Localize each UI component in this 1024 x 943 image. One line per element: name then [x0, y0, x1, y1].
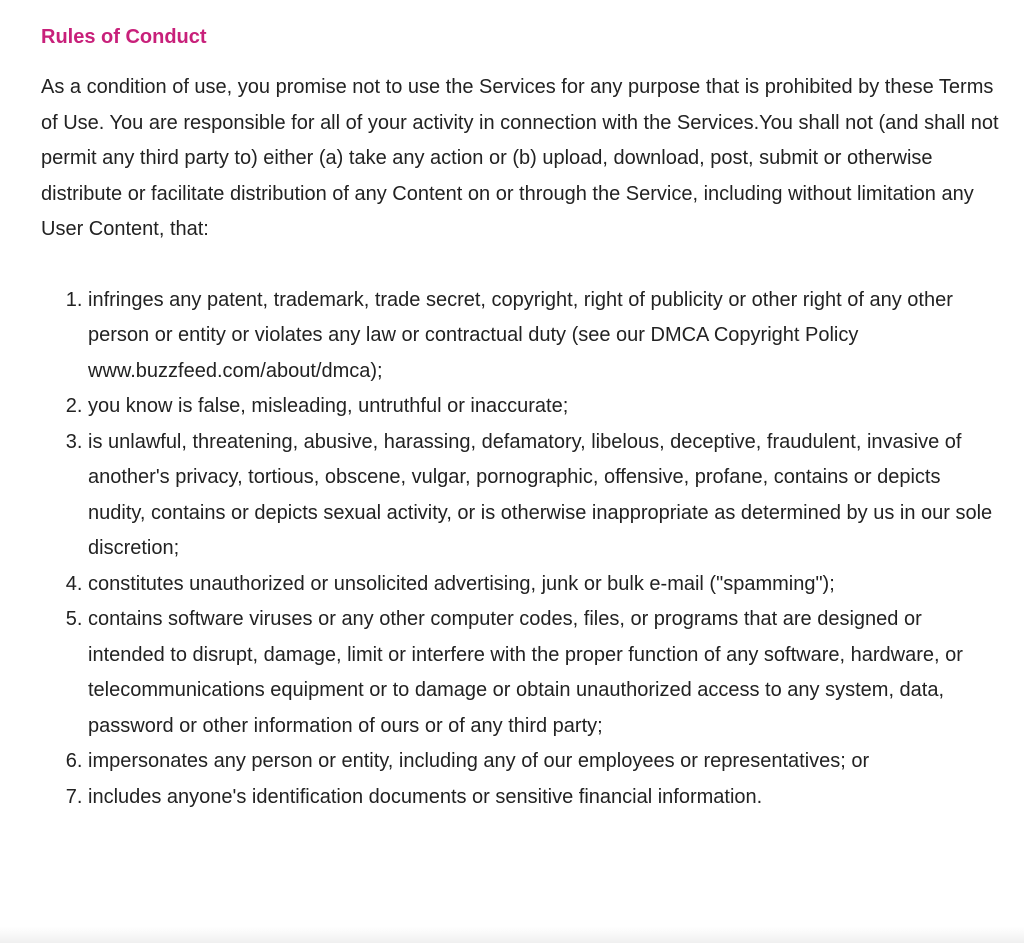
- rules-of-conduct-section: [41, 22, 1001, 815]
- list-item: 7. includes anyone's identification documents or sensitive financial information.: [88, 780, 1001, 816]
- intro-paragraph: As a condition of use, you promise not to use the Services for any purpose that is prohibited by these Terms of Use. You are responsible for all of your activity in connection with the Services.You shall not (and shall not permit any third party to) either (a) take any action or (b) upload, download, post, submit or otherwise distribute or facilitate distribution of any Content on or through the Service, including without limitation any User Content, that:: [41, 76, 999, 240]
- bottom-fade-divider: [0, 927, 1024, 943]
- list-item: 5. contains software viruses or any other computer codes, files, or programs that are designed or intended to disrupt, damage, limit or interfere with the proper function of any software, hardware, or telecommunications equipment or to damage or obtain unauthorized access to any system, data, password or other information of ours or of any third party;: [88, 602, 1001, 744]
- list-item: 4. constitutes unauthorized or unsolicited advertising, junk or bulk e-mail ("spamming");: [88, 567, 1001, 603]
- list-item: 6. impersonates any person or entity, including any of our employees or representatives; or: [88, 744, 1001, 780]
- section-title: Rules of Conduct: [41, 26, 207, 48]
- list-item: 2. you know is false, misleading, untruthful or inaccurate;: [88, 389, 1001, 425]
- rules-list: [41, 283, 1001, 816]
- list-item: 1. infringes any patent, trademark, trade secret, copyright, right of publicity or other right of any other person or entity or violates any law or contractual duty (see our DMCA Copyright Policy www.buzzfeed.com/about/dmca);: [88, 283, 1001, 390]
- list-item: 3. is unlawful, threatening, abusive, harassing, defamatory, libelous, deceptive, fraudulent, invasive of another's privacy, tortious, obscene, vulgar, pornographic, offensive, profane, contains or depicts nudity, contains or depicts sexual activity, or is otherwise inappropriate as determined by us in our sole discretion;: [88, 425, 1001, 567]
